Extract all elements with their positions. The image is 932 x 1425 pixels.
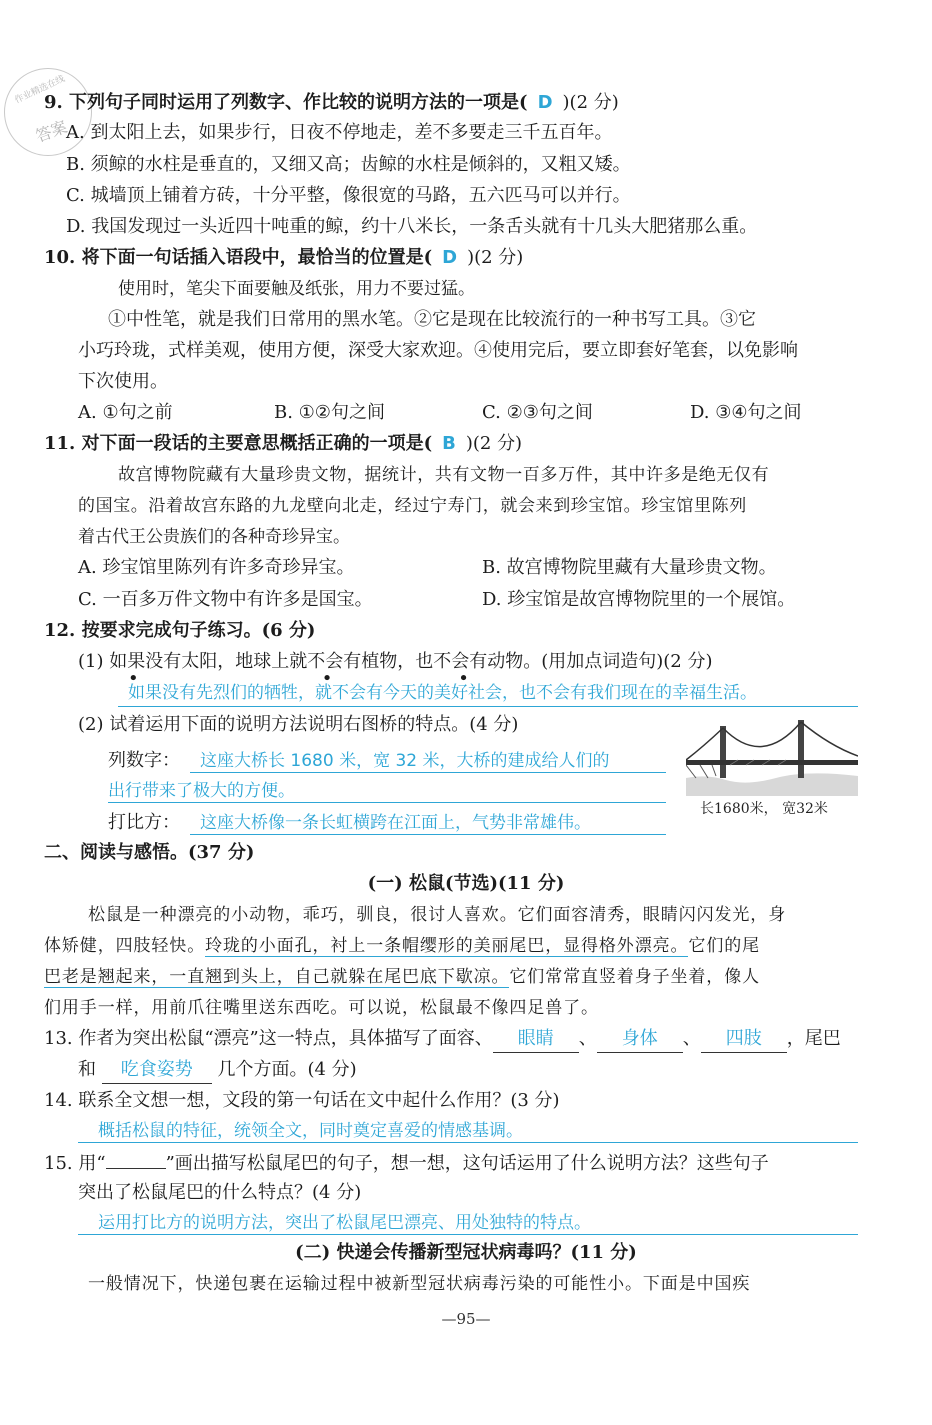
- section-2-title: 二、阅读与感悟。(37 分): [44, 842, 255, 863]
- q9-stem-text: 9. 下列句子同时运用了列数字、作比较的说明方法的一项是(: [44, 92, 528, 113]
- q10-passage-line-2: 小巧玲珑，式样美观，使用方便，深受大家欢迎。④使用完后，要立即套好笔套，以免影响: [78, 340, 798, 361]
- q15-stem-a: 15. 用“: [44, 1153, 106, 1174]
- q9-option-c: C. 城墙顶上铺着方砖，十分平整，像很宽的马路，五六匹马可以并行。: [66, 185, 631, 206]
- q12-part3-answer: 这座大桥像一条长虹横跨在江面上，气势非常雄伟。: [200, 813, 591, 833]
- q10-answer: D: [442, 247, 458, 268]
- q12-part2-answer-line-2: 出行带来了极大的方便。: [108, 781, 295, 801]
- bridge-caption: 长1680米， 宽32米: [700, 801, 828, 817]
- q9-option-a: A. 到太阳上去，如果步行，日夜不停地走，差不多要走三千五百年。: [66, 122, 613, 143]
- reading-1-title: (一) 松鼠(节选)(11 分): [367, 873, 565, 894]
- q15-stem-line-2: 突出了松鼠尾巴的什么特点？(4 分): [78, 1182, 362, 1203]
- stamp-big-text: 答案: [33, 117, 70, 146]
- q15-stem-line-1: [44, 1150, 769, 1177]
- q9-score: )(2 分): [562, 92, 619, 113]
- reading-1-text-1: 体矫健，四肢轻快。: [44, 936, 206, 956]
- q10-score: )(2 分): [467, 247, 524, 268]
- q13-stem: 13. 作者为突出松鼠“漂亮”这一特点，具体描写了面容、 眼睛 、 身体 、 四肢 ，尾巴: [44, 1026, 841, 1053]
- reading-1-text-3: 它们常常直竖着身子坐着，像人: [509, 967, 761, 987]
- q11-stem: [44, 431, 522, 457]
- q10-stem-text: 10. 将下面一句话插入语段中，最恰当的位置是(: [44, 247, 433, 268]
- q10-option-a: A. ①句之前: [78, 402, 173, 423]
- answer-line: [118, 706, 858, 707]
- q9-option-d: D. 我国发现过一头近四十吨重的鲸，约十八米长，一条舌头就有十几头大肥猪那么重。: [66, 216, 758, 237]
- q12-stem: 12. 按要求完成句子练习。(6 分): [44, 620, 316, 641]
- answer-line: [190, 834, 666, 835]
- q13-stem-text: 13. 作者为突出松鼠“漂亮”这一特点，具体描写了面容、: [44, 1028, 493, 1049]
- q10-passage-line-1: ①中性笔，就是我们日常用的黑水笔。②它是现在比较流行的一种书写工具。③它: [108, 309, 756, 330]
- answer-line: [108, 802, 666, 803]
- page-number: —95—: [441, 1310, 491, 1328]
- q14-stem: 14. 联系全文想一想，文段的第一句话在文中起什么作用？(3 分): [44, 1090, 560, 1111]
- q10-insert-sentence: 使用时，笔尖下面要触及纸张，用力不要过猛。: [118, 279, 475, 299]
- q11-stem-text: 11. 对下面一段话的主要意思概括正确的一项是(: [44, 433, 433, 454]
- q10-option-c: C. ②③句之间: [482, 402, 593, 423]
- answer-line: [78, 1234, 858, 1235]
- reading-1-underlined-2: 巴老是翘起来，一直翘到头上，自己就躲在尾巴底下歇凉。: [44, 967, 510, 987]
- reading-1-text-2: 它们的尾: [688, 936, 761, 956]
- q11-passage-line-3: 着古代王公贵族们的各种奇珍异宝。: [78, 527, 350, 547]
- q10-option-d: D. ③④句之间: [690, 402, 802, 423]
- q13-tail: ，尾巴: [786, 1028, 841, 1049]
- q9-option-b: B. 须鲸的水柱是垂直的，又细又高；齿鲸的水柱是倾斜的，又粗又矮。: [66, 154, 631, 175]
- label-list-numbers: 列数字：: [108, 750, 180, 771]
- reading-1-line-3: [44, 964, 760, 990]
- q12-part2-prompt: (2) 试着运用下面的说明方法说明右图桥的特点。(4 分): [78, 714, 519, 735]
- reading-2-title: (二) 快递会传播新型冠状病毒吗？(11 分): [295, 1242, 637, 1263]
- q11-option-d: D. 珍宝馆是故宫博物院里的一个展馆。: [482, 589, 796, 610]
- bridge-illustration: [686, 716, 858, 796]
- answer-line: [190, 772, 666, 773]
- q12-part1-answer: 如果没有先烈们的牺牲，就不会有今天的美好社会，也不会有我们现在的幸福生活。: [128, 683, 757, 703]
- q11-score: )(2 分): [465, 433, 523, 454]
- q14-answer: 概括松鼠的特征，统领全文，同时奠定喜爱的情感基调。: [98, 1121, 523, 1141]
- q11-answer: B: [442, 433, 456, 454]
- q13-stem-end: 几个方面。(4 分): [217, 1059, 357, 1080]
- q12-part2-answer-line-1: 这座大桥长 1680 米，宽 32 米，大桥的建成给人们的: [200, 751, 610, 771]
- q11-passage-line-2: 的国宝。沿着故宫东路的九龙壁向北走，经过宁寿门，就会来到珍宝馆。珍宝馆里陈列: [78, 496, 747, 516]
- q13-stem-cont: [78, 1057, 357, 1084]
- q15-stem-b: ”画出描写松鼠尾巴的句子，想一想，这句话运用了什么说明方法？这些句子: [165, 1153, 769, 1174]
- q10-option-b: B. ①②句之间: [274, 402, 385, 423]
- q11-option-c: C. 一百多万件文物中有许多是国宝。: [78, 589, 373, 610]
- q13-blank-4[interactable]: 吃食姿势: [102, 1057, 212, 1084]
- underline-sample: [106, 1150, 166, 1169]
- q11-option-b: B. 故宫博物院里藏有大量珍贵文物。: [482, 557, 777, 578]
- q13-blank-3[interactable]: 四肢: [701, 1026, 787, 1053]
- answer-line: [78, 1142, 858, 1143]
- q13-and: 和: [78, 1059, 96, 1080]
- reading-1-underlined-1: 玲珑的小面孔，衬上一条帽缨形的美丽尾巴，显得格外漂亮。: [205, 936, 689, 956]
- reading-1-line-1: 松鼠是一种漂亮的小动物，乖巧，驯良，很讨人喜欢。它们面容清秀，眼睛闪闪发光，身: [88, 905, 787, 925]
- q11-option-a: A. 珍宝馆里陈列有许多奇珍异宝。: [78, 557, 355, 578]
- reading-1-line-2: [44, 933, 760, 959]
- q10-passage-line-3: 下次使用。: [78, 371, 168, 392]
- q12-part1-prompt: (1) 如果没有太阳，地球上就不会有植物，也不会有动物。(用加点词造句)(2 分): [78, 651, 713, 672]
- label-comparison: 打比方：: [108, 812, 180, 833]
- q11-passage-line-1: 故宫博物院藏有大量珍贵文物，据统计，共有文物一百多万件，其中许多是绝无仅有: [118, 465, 770, 485]
- q9-stem: [44, 90, 619, 116]
- q15-answer: 运用打比方的说明方法，突出了松鼠尾巴漂亮、用处独特的特点。: [98, 1213, 591, 1233]
- q10-stem: [44, 245, 523, 271]
- reading-1-line-4: 们用手一样，用前爪往嘴里送东西吃。可以说，松鼠最不像四足兽了。: [44, 998, 599, 1018]
- emphasis-dots: • • •: [128, 668, 469, 689]
- reading-2-line-1: 一般情况下，快递包裹在运输过程中被新型冠状病毒污染的可能性小。下面是中国疾: [88, 1274, 751, 1294]
- q13-blank-2[interactable]: 身体: [597, 1026, 683, 1053]
- q9-answer: D: [537, 92, 553, 113]
- q13-blank-1[interactable]: 眼睛: [493, 1026, 579, 1053]
- stamp-text: 作业精选在线: [13, 74, 67, 106]
